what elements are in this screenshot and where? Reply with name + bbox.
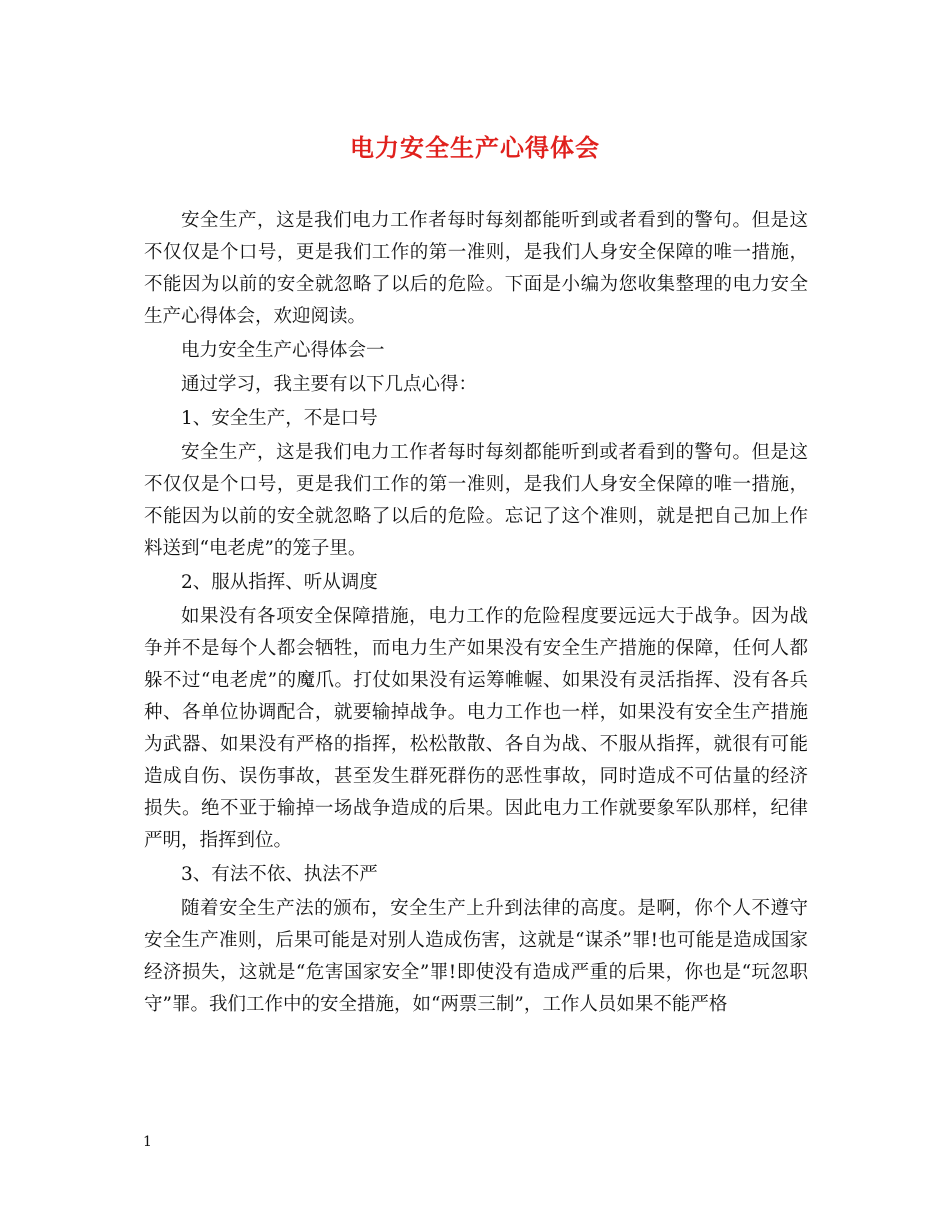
page-number: 1 bbox=[143, 1134, 152, 1150]
point-heading: 2、服从指挥、听从调度 bbox=[181, 572, 378, 593]
point-heading: 1、安全生产，不是口号 bbox=[181, 408, 378, 429]
paragraph: 如果没有各项安全保障措施，电力工作的危险程度要远远大于战争。因为战争并不是每个人都会牺牲，而电力生产如果没有安全生产措施的保障，任何人都躲不过“电老虎”的魔爪。打仗如果没有运筹帷幄、如果没有灵活指挥、没有各兵种、各单位协调配合，就要输掉战争。电力工作也一样，如果没有安全生产措施为武器、如果没有严格的指挥，松松散散、各自为战、不服从指挥，就很有可能造成自伤、误伤事故，甚至发生群死群伤的恶性事故，同时造成不可估量的经济损失。绝不亚于输掉一场战争造成的后果。因此电力工作就要象军队那样，纪律严明，指挥到位。 bbox=[144, 606, 808, 851]
document-body bbox=[144, 205, 808, 1023]
paragraph: 随着安全生产法的颁布，安全生产上升到法律的高度。是啊，你个人不遵守安全生产准则，后果可能是对别人造成伤害，这就是“谋杀”罪!也可能是造成国家经济损失，这就是“危害国家安全”罪!即使没有造成严重的后果，你也是“玩忽职守”罪。我们工作中的安全措施，如“两票三制”，工作人员如果不能严格 bbox=[144, 898, 808, 1015]
section-heading: 电力安全生产心得体会一 bbox=[181, 340, 385, 361]
point-heading: 3、有法不依、执法不严 bbox=[181, 864, 378, 885]
paragraph: 安全生产，这是我们电力工作者每时每刻都能听到或者看到的警句。但是这不仅仅是个口号，更是我们工作的第一准则，是我们人身安全保障的唯一措施，不能因为以前的安全就忽略了以后的危险。忘记了这个准则，就是把自己加上作料送到“电老虎”的笼子里。 bbox=[144, 442, 808, 559]
paragraph-intro: 安全生产，这是我们电力工作者每时每刻都能听到或者看到的警句。但是这不仅仅是个口号，更是我们工作的第一准则，是我们人身安全保障的唯一措施，不能因为以前的安全就忽略了以后的危险。下面是小编为您收集整理的电力安全生产心得体会，欢迎阅读。 bbox=[144, 210, 808, 327]
document-title: 电力安全生产心得体会 bbox=[350, 133, 600, 162]
paragraph: 通过学习，我主要有以下几点心得： bbox=[181, 374, 478, 395]
